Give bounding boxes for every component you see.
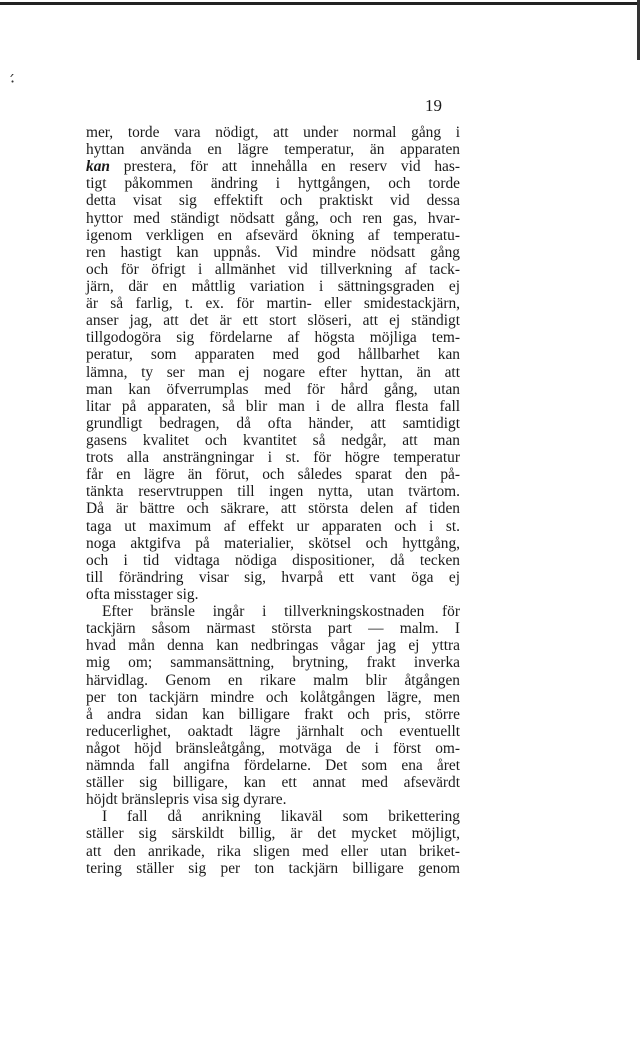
text-line xyxy=(86,654,460,671)
text-line xyxy=(86,346,460,363)
text-line-content: Då är bättre och säkrare, att största delen af tiden xyxy=(86,500,460,518)
text-line-content: noga aktgifva på materialier, skötsel och hyttgång, xyxy=(86,534,460,552)
text-line xyxy=(86,278,460,295)
text-line xyxy=(86,192,460,209)
text-line-content: mer, torde vara nödigt, att under normal gång i xyxy=(86,124,460,141)
text-line-content: detta visat sig effektift och praktiskt vid dessa xyxy=(86,192,460,210)
text-line-content: grundligt bedragen, då ofta händer, att samtidigt xyxy=(86,414,460,432)
text-line-content: trots alla ansträngningar i st. för högre temperatur xyxy=(86,449,460,467)
margin-mark: ·́ xyxy=(10,72,16,91)
text-line xyxy=(86,432,460,449)
text-line-content: prestera, för att innehålla en reserv vid has- xyxy=(109,158,460,176)
page-top-edge xyxy=(0,2,640,5)
text-line-content: Efter bränsle ingår i tillverkningskostnaden för xyxy=(102,603,460,621)
text-line xyxy=(86,329,460,346)
text-line xyxy=(86,124,460,141)
text-line-content: tering ställer sig per ton tackjärn billigare genom xyxy=(86,859,460,877)
text-line-content: får en lägre än förut, och således sparat den på- xyxy=(86,466,460,484)
text-line-content: härvidlag. Genom en rikare malm blir åtgången xyxy=(86,671,460,689)
text-line xyxy=(86,689,460,706)
text-line-content: höjdt bränslepris visa sig dyrare. xyxy=(86,791,287,809)
text-line-content: att den anrikade, rika sligen med eller utan briket- xyxy=(86,842,460,860)
text-line xyxy=(86,860,460,877)
text-line xyxy=(86,620,460,637)
text-line-content: något höjd bränsleåtgång, motväga de i först om- xyxy=(86,739,460,757)
text-line xyxy=(86,774,460,791)
text-line-content: är så farlig, t. ex. för martin- eller smidestackjärn, xyxy=(86,295,460,313)
text-line-content: taga ut maximum af effekt ur apparaten och i st. xyxy=(86,517,460,535)
text-line-content: I fall då anrikning likaväl som brikettering xyxy=(102,808,460,826)
text-line-content: anser jag, att det är ett stort slöseri, att ej ständigt xyxy=(86,312,460,330)
text-line-content: reducerlighet, oaktadt lägre järnhalt och eventuellt xyxy=(86,722,460,740)
text-line-content: hyttan använda en lägre temperatur, än apparaten xyxy=(86,141,460,159)
text-line xyxy=(86,381,460,398)
text-line-content: igenom verkligen en afsevärd ökning af temperatu- xyxy=(86,226,460,244)
text-line-content: hvad mån denna kan nedbringas vågar jag ej yttra xyxy=(86,637,460,655)
text-line xyxy=(86,535,460,552)
text-line-content: ställer sig särskildt billig, är det mycket möjligt, xyxy=(86,825,460,843)
text-line-content: gasens kvalitet och kvantitet så nedgår, att man xyxy=(86,431,460,449)
text-line xyxy=(86,398,460,415)
text-line xyxy=(86,210,460,227)
text-line xyxy=(86,466,460,483)
text-line xyxy=(86,500,460,517)
text-line-content: tänkta reservtruppen till ingen nytta, utan tvärtom. xyxy=(86,483,460,501)
text-line xyxy=(86,757,460,774)
text-line-content: ställer sig billigare, kan ett annat med afsevärdt xyxy=(86,774,460,792)
text-line-content: och för öfrigt i allmänhet vid tillverkning af tack- xyxy=(86,260,460,278)
text-line xyxy=(86,518,460,535)
text-line xyxy=(86,706,460,723)
text-line-content: ren hastigt kan uppnås. Vid mindre nödsatt gång xyxy=(86,243,460,261)
text-line-content: och i tid vidtaga nödiga dispositioner, då tecken xyxy=(86,551,460,569)
text-line-content: nämnda fall angifna fördelarne. Det som ena året xyxy=(86,757,460,775)
text-line xyxy=(86,672,460,689)
text-line-content: lämna, ty ser man ej nogare efter hyttan, än att xyxy=(86,363,460,381)
text-line-content: å andra sidan kan billigare frakt och pris, större xyxy=(86,705,460,723)
text-line xyxy=(86,603,460,620)
text-line-content: peratur, som apparaten med god hållbarhet kan xyxy=(86,346,460,364)
text-line xyxy=(86,449,460,466)
text-line xyxy=(86,843,460,860)
text-line xyxy=(86,415,460,432)
text-line xyxy=(86,552,460,569)
text-line xyxy=(86,312,460,329)
body-text xyxy=(86,124,460,877)
text-line-content: per ton tackjärn mindre och kolåtgången lägre, men xyxy=(86,688,460,706)
emphasized-word: kan xyxy=(86,158,110,176)
text-line xyxy=(86,808,460,825)
text-line xyxy=(86,141,460,158)
text-line xyxy=(86,569,460,586)
text-line xyxy=(86,586,460,603)
text-line-content: ofta misstager sig. xyxy=(86,585,199,603)
text-line-content: till förändring visar sig, hvarpå ett vant öga ej xyxy=(86,568,460,586)
text-line xyxy=(86,791,460,808)
text-line-content: mig om; sammansättning, brytning, frakt inverka xyxy=(86,654,460,672)
text-line xyxy=(86,175,460,192)
text-line xyxy=(86,261,460,278)
text-line xyxy=(86,244,460,261)
text-line xyxy=(86,637,460,654)
text-line-content: tigt påkommen ändring i hyttgången, och torde xyxy=(86,175,460,193)
text-line xyxy=(86,364,460,381)
text-line-content: järn, där en måttlig variation i sättningsgraden ej xyxy=(86,277,460,295)
text-line xyxy=(86,740,460,757)
text-line-content: tackjärn såsom närmast största part — malm. I xyxy=(86,620,460,638)
text-line xyxy=(86,158,460,175)
text-line xyxy=(86,723,460,740)
text-line xyxy=(86,227,460,244)
page-number: 19 xyxy=(425,96,442,115)
text-line-content: hyttor med ständigt nödsatt gång, och ren gas, hvar- xyxy=(86,209,460,227)
text-line xyxy=(86,295,460,312)
text-line-content: tillgodogöra sig fördelarne af högsta möjliga tem- xyxy=(86,329,460,347)
text-line xyxy=(86,825,460,842)
text-line-content: man kan öfverrumplas med för hård gång, utan xyxy=(86,380,460,398)
text-line-content: litar på apparaten, så blir man i de allra flesta fall xyxy=(86,397,460,415)
text-line xyxy=(86,483,460,500)
